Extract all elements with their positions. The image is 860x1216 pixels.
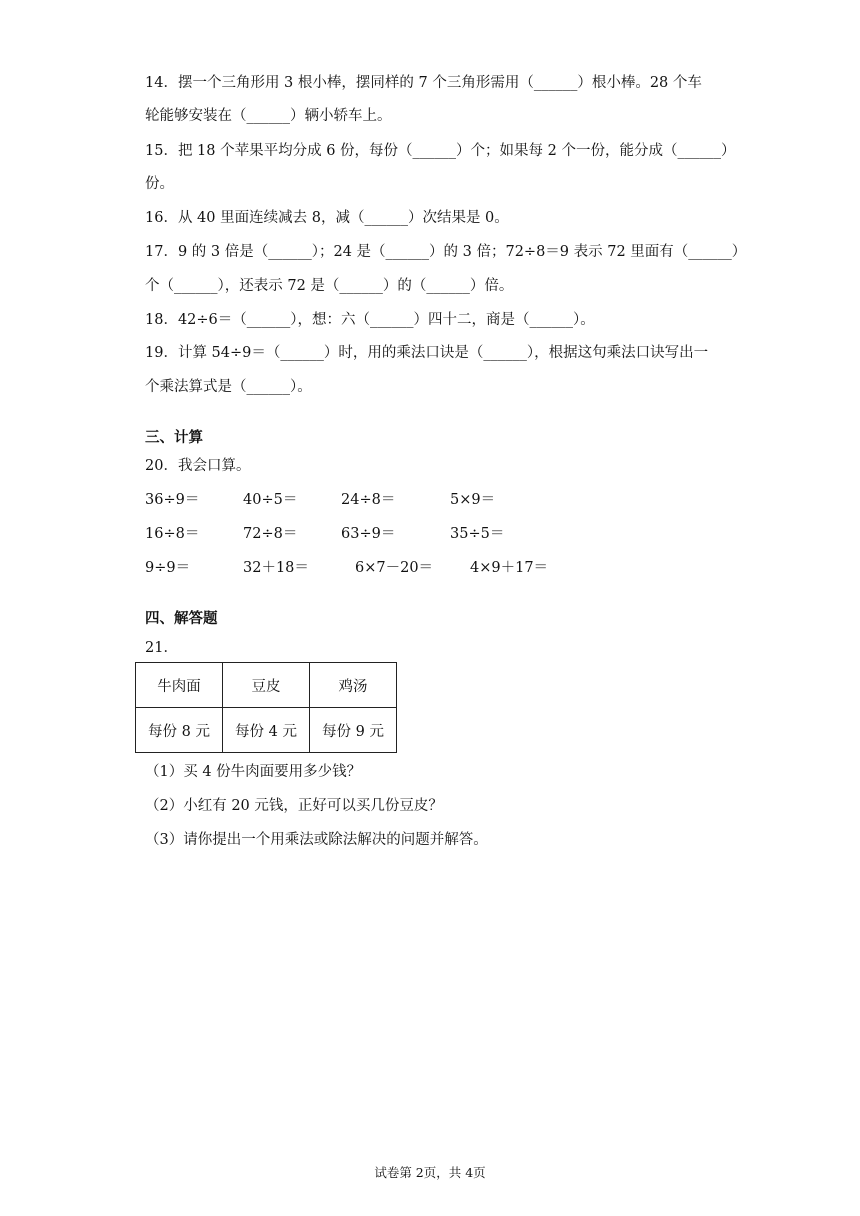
table-header-cell: 牛肉面 [136,663,223,708]
calc-item: 16÷8＝ [145,526,200,542]
question-21-sub-1: （1）买 4 份牛肉面要用多少钱？ [145,764,362,780]
calc-item: 6×7－20＝ [355,560,434,576]
question-15-line-2: 份。 [145,176,174,192]
question-21-sub-3: （3）请你提出一个用乘法或除法解决的问题并解答。 [145,832,488,848]
question-16: 16．从 40 里面连续减去 8，减（______）次结果是 0。 [145,210,509,226]
question-14-line-1: 14．摆一个三角形用 3 根小棒，摆同样的 7 个三角形需用（______）根小棒。28 个车 [145,75,702,91]
calc-item: 40÷5＝ [243,492,298,508]
question-21-sub-2: （2）小红有 20 元钱，正好可以买几份豆皮？ [145,798,443,814]
table-price-cell: 每份 9 元 [310,708,397,753]
section-4-heading: 四、解答题 [145,611,218,627]
question-19-line-1: 19．计算 54÷9＝（______）时，用的乘法口诀是（______），根据这句乘法口诀写出一 [145,345,709,361]
table-header-cell: 豆皮 [223,663,310,708]
table-price-cell: 每份 8 元 [136,708,223,753]
price-table [135,662,397,753]
calc-item: 9÷9＝ [145,560,191,576]
question-15-line-1: 15．把 18 个苹果平均分成 6 份，每份（______）个；如果每 2 个一份，能分成（______） [145,143,736,159]
question-17-line-1: 17．9 的 3 倍是（______）；24 是（______）的 3 倍；72÷8＝9 表示 72 里面有（______） [145,244,747,260]
calc-item: 63÷9＝ [341,526,396,542]
question-14-line-2: 轮能够安装在（______）辆小轿车上。 [145,108,392,124]
calc-item: 36÷9＝ [145,492,200,508]
table-header-cell: 鸡汤 [310,663,397,708]
calc-item: 72÷8＝ [243,526,298,542]
table-row [136,663,397,708]
calc-item: 5×9＝ [450,492,496,508]
question-21: 21． [145,640,178,656]
table-price-cell: 每份 4 元 [223,708,310,753]
calc-item: 24÷8＝ [341,492,396,508]
calc-item: 35÷5＝ [450,526,505,542]
question-18: 18．42÷6＝（______），想：六（______）四十二，商是（______）。 [145,312,595,328]
question-17-line-2: 个（______），还表示 72 是（______）的（______）倍。 [145,278,514,294]
section-3-heading: 三、计算 [145,430,203,446]
calc-item: 4×9＋17＝ [470,560,549,576]
table-row [136,708,397,753]
page-footer: 试卷第 2页，共 4页 [374,1165,486,1180]
calc-item: 32＋18＝ [243,560,309,576]
question-19-line-2: 个乘法算式是（______）。 [145,379,312,395]
question-20: 20．我会口算。 [145,458,251,474]
